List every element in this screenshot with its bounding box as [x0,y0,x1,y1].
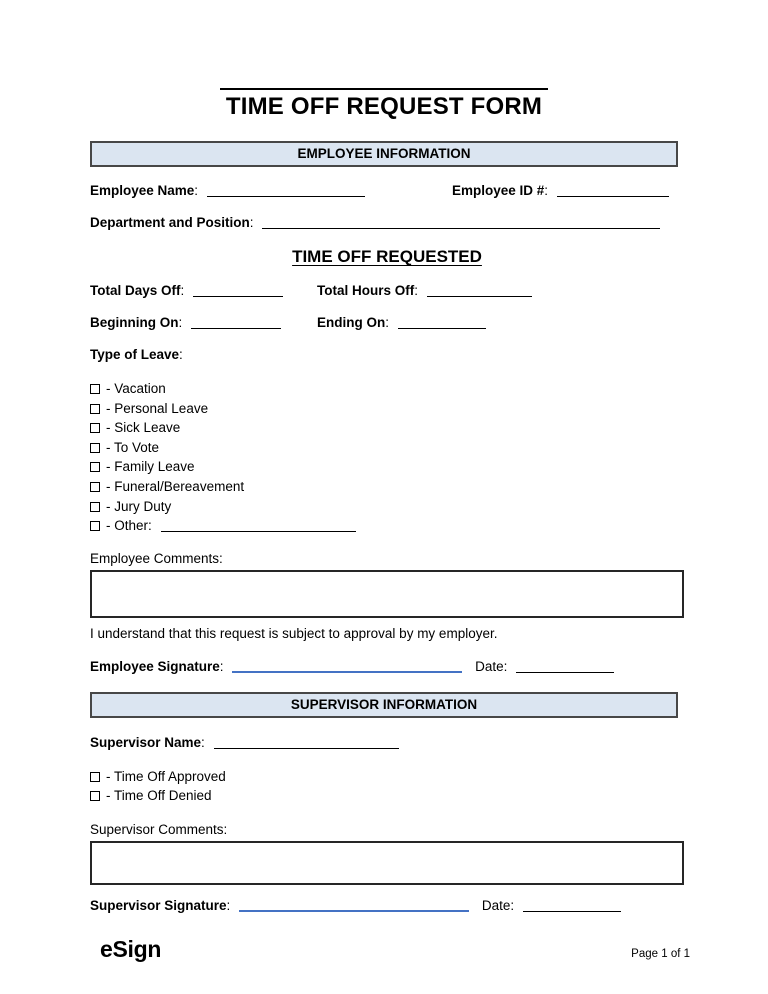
supervisor-signature-field[interactable] [239,900,469,912]
supervisor-comments-label: Supervisor Comments: [90,821,228,837]
employee-comments-label: Employee Comments: [90,550,223,566]
type-of-leave-row [90,346,684,363]
title-area [0,88,768,121]
other-label: Other [114,518,149,534]
total-hours-field[interactable] [427,285,532,297]
colon: : [414,283,419,298]
colon: : [219,658,224,674]
time-off-requested-heading: TIME OFF REQUESTED [292,247,482,266]
employee-information-header [90,141,678,167]
leave-type-row [90,457,684,477]
colon: : [385,315,390,330]
checkbox-funeral-bereavement[interactable] [90,482,100,492]
ending-on-group [317,314,486,331]
employee-signature-label: Employee Signature [90,658,220,674]
supervisor-date-group [482,898,621,913]
supervisor-name-field[interactable] [214,737,399,749]
leave-type-row [90,399,684,419]
employee-date-label: Date [475,658,504,674]
leave-type-row [90,418,684,438]
dash: - [106,420,111,436]
beginning-on-field[interactable] [191,317,281,329]
employee-information-title: EMPLOYEE INFORMATION [297,146,471,161]
department-row [90,214,684,231]
supervisor-signature-row [90,897,684,914]
checkbox-time-off-denied[interactable] [90,791,100,801]
supervisor-date-field[interactable] [523,900,621,912]
colon: : [226,897,231,913]
dates-row [90,314,684,331]
colon: : [510,897,515,913]
colon: : [178,315,183,330]
total-hours-group [317,282,532,299]
leave-type-checkbox-list [90,379,684,536]
leave-type-row [90,379,684,399]
checkbox-personal-leave[interactable] [90,404,100,414]
beginning-on-group [90,314,317,331]
total-days-group [90,282,317,299]
leave-type-row [90,497,684,517]
employee-comments-box[interactable] [90,570,684,618]
supervisor-comments-box[interactable] [90,841,684,885]
sick-leave-label: Sick Leave [114,420,181,436]
department-position-field[interactable] [262,217,660,229]
employee-name-label: Employee Name [90,183,195,198]
dash: - [106,788,111,804]
checkbox-vacation[interactable] [90,384,100,394]
dash: - [106,498,111,514]
decision-row [90,767,684,787]
employee-name-id-row [90,182,684,199]
employee-name-group [90,182,452,199]
total-days-label: Total Days Off [90,283,181,298]
leave-type-row [90,516,684,536]
totals-row [90,282,684,299]
employee-id-field[interactable] [557,185,669,197]
employee-signature-field[interactable] [232,661,462,673]
checkbox-family-leave[interactable] [90,462,100,472]
title-overline [220,88,548,121]
colon: : [544,183,549,198]
dash: - [106,439,111,455]
other-leave-field[interactable] [161,520,356,532]
colon: : [148,518,152,534]
colon: : [180,283,185,298]
employee-id-label: Employee ID # [452,183,545,198]
page-footer [100,936,690,963]
esign-logo: eSign [100,935,162,962]
page-number: Page 1 of 1 [631,947,690,960]
total-days-field[interactable] [193,285,283,297]
to-vote-label: To Vote [114,439,160,455]
colon: : [194,183,199,198]
ending-on-label: Ending On [317,315,386,330]
supervisor-date-label: Date [481,897,511,913]
employee-date-field[interactable] [516,661,614,673]
checkbox-sick-leave[interactable] [90,423,100,433]
form-content [90,141,684,914]
employee-name-field[interactable] [207,185,365,197]
leave-type-row [90,477,684,497]
dash: - [106,518,111,534]
time-off-requested-heading-wrap [90,247,684,267]
supervisor-information-title: SUPERVISOR INFORMATION [290,696,478,712]
dash: - [106,381,111,396]
colon: : [201,734,205,750]
dash: - [106,459,111,475]
dash: - [106,400,111,416]
employee-date-group [475,659,614,674]
supervisor-information-header [90,692,678,718]
acknowledgement-text: I understand that this request is subject to approval by my employer. [90,625,498,641]
time-off-denied-label: Time Off Denied [114,788,212,804]
employee-id-group [452,182,669,199]
dash: - [106,478,111,494]
vacation-label: Vacation [114,381,166,396]
family-leave-label: Family Leave [114,459,195,475]
colon: : [179,347,183,362]
colon: : [503,658,508,674]
decision-row [90,786,684,806]
department-label: Department and Position [90,215,250,230]
time-off-approved-label: Time Off Approved [114,768,226,784]
page-title: TIME OFF REQUEST FORM [225,93,543,120]
beginning-on-label: Beginning On [90,315,179,330]
supervisor-signature-label: Supervisor Signature [90,897,227,913]
funeral-bereavement-label: Funeral/Bereavement [114,478,245,494]
checkbox-other[interactable] [90,521,100,531]
jury-duty-label: Jury Duty [114,498,172,514]
checkbox-time-off-approved[interactable] [90,772,100,782]
supervisor-decision-list [90,767,684,806]
type-of-leave-label: Type of Leave [90,347,180,362]
ending-on-field[interactable] [398,317,486,329]
dash: - [106,768,111,784]
leave-type-row [90,438,684,458]
supervisor-name-label: Supervisor Name [90,734,202,750]
colon: : [249,215,254,230]
personal-leave-label: Personal Leave [114,400,209,416]
checkbox-to-vote[interactable] [90,443,100,453]
total-hours-label: Total Hours Off [317,283,415,298]
employee-signature-row [90,658,684,675]
checkbox-jury-duty[interactable] [90,502,100,512]
supervisor-name-row [90,734,684,751]
